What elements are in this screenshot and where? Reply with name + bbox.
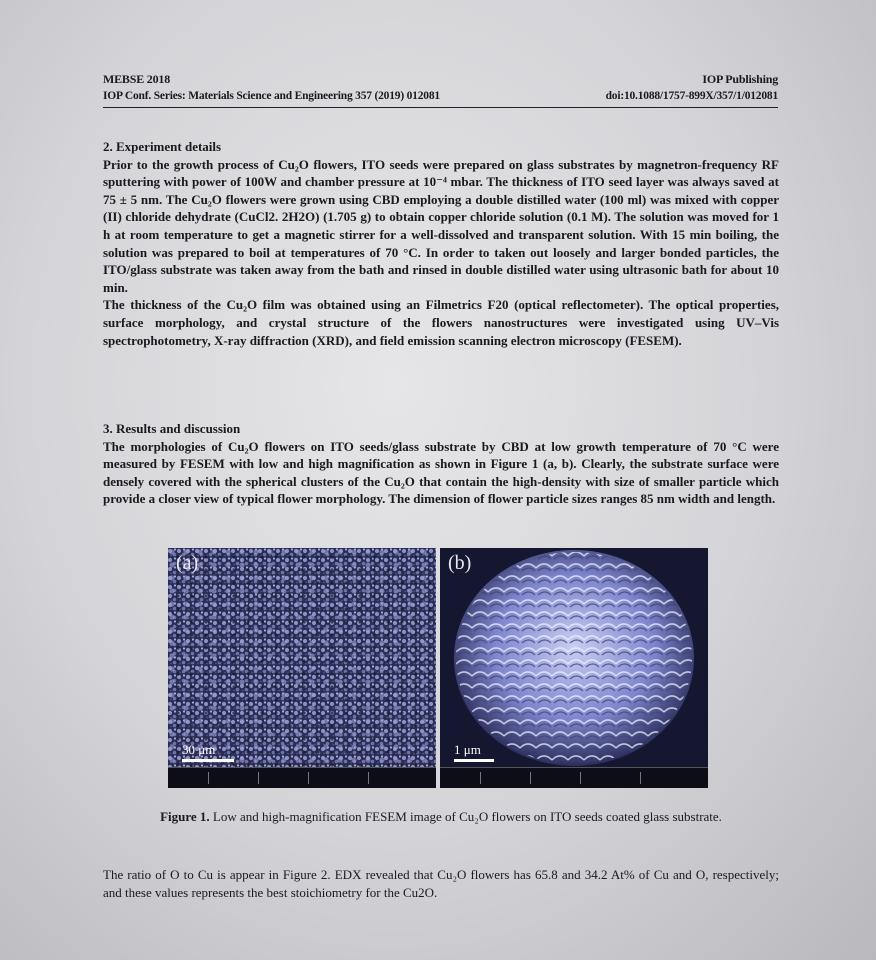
scale-bar [454,759,494,762]
section-heading: 3. Results and discussion [103,421,241,436]
section-experiment [103,138,779,349]
doi: doi:10.1088/1757-899X/357/1/012081 [605,90,778,102]
scale-label: 30 μm [182,742,216,757]
section-results [103,420,779,508]
closing-paragraph [103,866,779,901]
caption-label: Figure 1. [160,809,210,824]
running-header [103,72,778,87]
figure-1 [168,548,708,788]
paragraph: The morphologies of Cu₂O flowers on ITO seeds/glass substrate by CBD at low growth temperature of 70 °C were measured by FESEM with low and high magnification as shown in Figure 1 (a, b). Clearly, the substrate surface were densely covered with the spherical clusters of the Cu₂O that contain the high-density with size of smaller particle which provide a closer view of typical flower morphology. The dimension of flower particle sizes ranges 85 nm width and length. [103,438,779,507]
panel-label: (a) [176,552,199,574]
figure-caption [103,808,779,826]
scale-label: 1 μm [454,742,481,757]
fesem-image-high-mag [440,548,708,788]
panel-label: (b) [448,552,472,574]
conference-name: MEBSE 2018 [103,72,171,86]
fesem-image-low-mag [168,548,436,788]
series-info: IOP Conf. Series: Materials Science and Engineering 357 (2019) 012081 [103,90,440,102]
sem-info-bar [440,767,708,788]
section-heading: 2. Experiment details [103,139,222,154]
citation-line [103,90,778,102]
scale-bar [182,759,234,762]
caption-text: Low and high-magnification FESEM image of Cu₂O flowers on ITO seeds coated glass substrate. [212,809,722,824]
paragraph: The ratio of O to Cu is appear in Figure 2. EDX revealed that Cu₂O flowers has 65.8 and 34.2 At% of Cu and O, respectively; and these values represents the best stoichiometry for the Cu2O. [103,867,779,900]
paragraph: The thickness of the Cu₂O film was obtained using an Filmetrics F20 (optical reflectometer). The optical properties, surface morphology, and crystal structure of the flowers nanostructures were investigated using UV–Vis spectrophotometry, X-ray diffraction (XRD), and field emission scanning electron microscopy (FESEM). [103,297,779,348]
header-rule [103,107,778,108]
sem-info-bar [168,767,436,788]
paragraph: Prior to the growth process of Cu₂O flowers, ITO seeds were prepared on glass substrates by magnetron-frequency RF sputtering with power of 100W and chamber pressure at 10⁻⁴ mbar. The thickness of ITO seed layer was always saved at 75 ± 5 nm. The Cu₂O flowers were grown using CBD employing a double distilled water (100 ml) was mixed with copper (II) chloride dehydrate (CuCl2. 2H2O) (1.705 g) to obtain copper chloride solution (0.1 M). The solution was moved for 1 h at room temperature to get a magnetic stirrer for a well-dissolved and transparent solution. With 15 min boiling, the solution was prepared to boil at temperatures of 70 °C. In order to taken out loosely and larger bonded particles, the ITO/glass substrate was taken away from the bath and rinsed in double distilled water using ultrasonic bath for about 10 min. [103,156,779,295]
publisher-name: IOP Publishing [702,72,778,86]
